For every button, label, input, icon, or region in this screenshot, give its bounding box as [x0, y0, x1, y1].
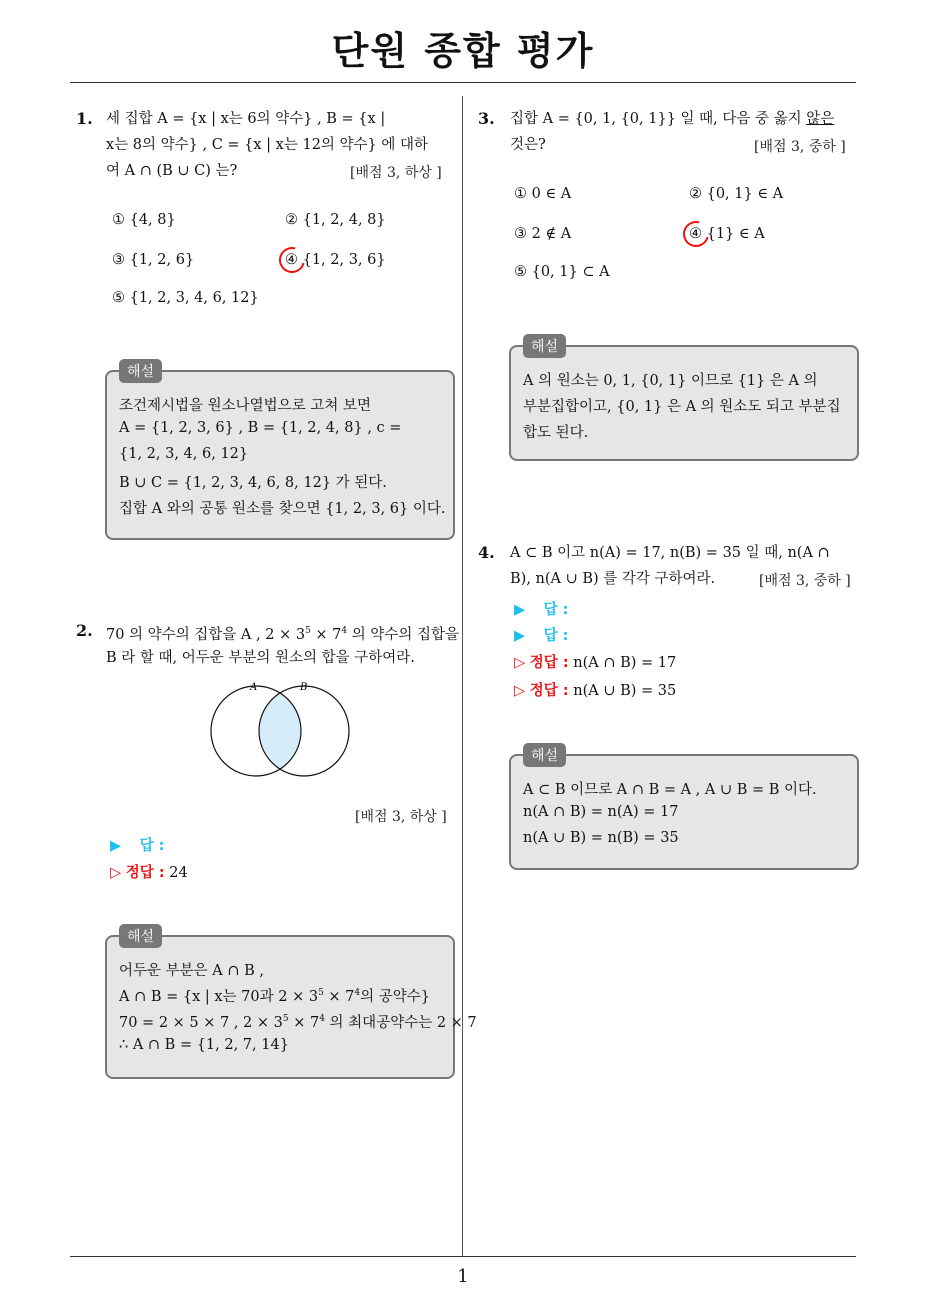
- answer-row[interactable]: [514, 598, 568, 619]
- choice-3[interactable]: ③ 2 ∉ A: [514, 226, 572, 242]
- answer-label: 답 :: [543, 628, 569, 644]
- choice-1[interactable]: ① 0 ∈ A: [514, 186, 572, 202]
- answer-label: 답 :: [543, 602, 569, 618]
- choice-3[interactable]: ③ {1, 2, 6}: [112, 252, 195, 268]
- question-number: 3.: [478, 109, 495, 128]
- solution-box: [509, 345, 859, 461]
- solution-line: A = {1, 2, 3, 6} , B = {1, 2, 4, 8} , c =: [119, 420, 402, 436]
- answer-arrow-icon: ▶: [514, 602, 526, 618]
- question-number: 2.: [76, 621, 93, 640]
- solution-line: A ⊂ B 이므로 A ∩ B = A , A ∪ B = B 이다.: [523, 782, 817, 798]
- score-meta: [배점 3, 하상 ]: [355, 809, 447, 825]
- solution-label: 해설: [119, 359, 162, 383]
- column-divider: [462, 96, 463, 1256]
- answer-row[interactable]: [514, 624, 568, 645]
- question-text-line: 집합 A = {0, 1, {0, 1}} 일 때, 다음 중 옳지 않은: [510, 111, 835, 127]
- solution-line: {1, 2, 3, 4, 6, 12}: [119, 446, 249, 462]
- question-text-line: x는 8의 약수} , C = {x | x는 12의 약수} 에 대하: [106, 137, 429, 153]
- venn-diagram: [200, 676, 360, 786]
- choice-2[interactable]: ② {1, 2, 4, 8}: [285, 212, 386, 228]
- correct-label: 정답 :: [529, 655, 569, 671]
- solution-line: 합도 된다.: [523, 425, 589, 441]
- solution-line: n(A ∪ B) = n(B) = 35: [523, 830, 679, 846]
- solution-line: n(A ∩ B) = n(A) = 17: [523, 804, 679, 820]
- choice-5[interactable]: ⑤ {1, 2, 3, 4, 6, 12}: [112, 290, 259, 306]
- choice-4-text: {1, 2, 3, 6}: [302, 252, 386, 268]
- answer-arrow-icon: ▶: [514, 628, 526, 644]
- solution-line: 어두운 부분은 A ∩ B ,: [119, 963, 264, 979]
- bottom-rule: [70, 1256, 856, 1257]
- choice-5[interactable]: ⑤ {0, 1} ⊂ A: [514, 264, 610, 280]
- solution-label: 해설: [119, 924, 162, 948]
- choice-1[interactable]: ① {4, 8}: [112, 212, 176, 228]
- solution-line: 집합 A 와의 공통 원소를 찾으면 {1, 2, 3, 6} 이다.: [119, 501, 446, 517]
- correct-arrow-icon: ▷: [514, 683, 526, 699]
- correct-answer-row: [514, 651, 676, 672]
- score-meta: [배점 3, 중하 ]: [759, 573, 851, 589]
- correct-label: 정답 :: [529, 683, 569, 699]
- question-text-line: A ⊂ B 이고 n(A) = 17, n(B) = 35 일 때, n(A ∩: [510, 545, 830, 561]
- solution-line: B ∪ C = {1, 2, 3, 4, 6, 8, 12} 가 된다.: [119, 475, 387, 491]
- solution-label: 해설: [523, 334, 566, 358]
- solution-line: 70 = 2 × 5 × 7 , $2 \times 3^5 \times 7^4$ 의 최대공약수는 2 × 7: [119, 1014, 477, 1031]
- correct-arrow-icon: ▷: [514, 655, 526, 671]
- question-number: 4.: [478, 543, 495, 562]
- answer-row[interactable]: [110, 834, 164, 855]
- question-text-line: 세 집합 A = {x | x는 6의 약수} , B = {x |: [106, 111, 386, 127]
- question-text-line: 것은?: [510, 137, 546, 153]
- correct-label: 정답 :: [125, 865, 165, 881]
- solution-box: [509, 754, 859, 870]
- score-meta: [배점 3, 하상 ]: [350, 165, 442, 181]
- solution-line: ∴ A ∩ B = {1, 2, 7, 14}: [119, 1037, 289, 1053]
- solution-line: A ∩ B = {x | x는 70과 $2 \times 3^5 \times 7^4$의 공약수}: [119, 988, 430, 1005]
- choice-4-marker: ④: [285, 252, 298, 268]
- question-number: 1.: [76, 109, 93, 128]
- selected-answer-circle-icon: [274, 242, 310, 278]
- solution-line: A 의 원소는 0, 1, {0, 1} 이므로 {1} 은 A 의: [523, 373, 818, 389]
- answer-label: 답 :: [139, 838, 165, 854]
- solution-box: [105, 935, 477, 1079]
- question-text-line: 여 A ∩ (B ∪ C) 는?: [106, 163, 238, 179]
- correct-arrow-icon: ▷: [110, 865, 122, 881]
- venn-label-b: B: [300, 682, 308, 693]
- solution-label: 해설: [523, 743, 566, 767]
- question-text-line: 70 의 약수의 집합을 A , $2 \times 3^5 \times 7^4$ 의 약수의 집합을: [106, 626, 460, 643]
- choice-4-marker: ④: [689, 226, 702, 242]
- venn-label-a: A: [250, 682, 258, 693]
- page-number: 1: [457, 1266, 469, 1287]
- choice-4-text: {1} ∈ A: [706, 226, 765, 242]
- correct-answer-row: [514, 679, 676, 700]
- score-meta: [배점 3, 중하 ]: [754, 139, 846, 155]
- page-title: 단원 종합 평가: [331, 29, 595, 73]
- solution-box: [105, 370, 455, 540]
- solution-line: 부분집합이고, {0, 1} 은 A 의 원소도 되고 부분집: [523, 399, 841, 415]
- correct-value: n(A ∩ B) = 17: [573, 655, 677, 671]
- top-rule: [70, 82, 856, 83]
- choice-2[interactable]: ② {0, 1} ∈ A: [689, 186, 784, 202]
- selected-answer-circle-icon: [678, 216, 714, 252]
- answer-arrow-icon: ▶: [110, 838, 122, 854]
- correct-value: n(A ∪ B) = 35: [573, 683, 677, 699]
- solution-line: 조건제시법을 원소나열법으로 고쳐 보면: [119, 398, 371, 414]
- correct-answer-row: [110, 861, 188, 882]
- correct-value: 24: [169, 865, 188, 881]
- question-text-line: B 라 할 때, 어두운 부분의 원소의 합을 구하여라.: [106, 650, 415, 666]
- question-text-line: B), n(A ∪ B) 를 각각 구하여라.: [510, 571, 716, 587]
